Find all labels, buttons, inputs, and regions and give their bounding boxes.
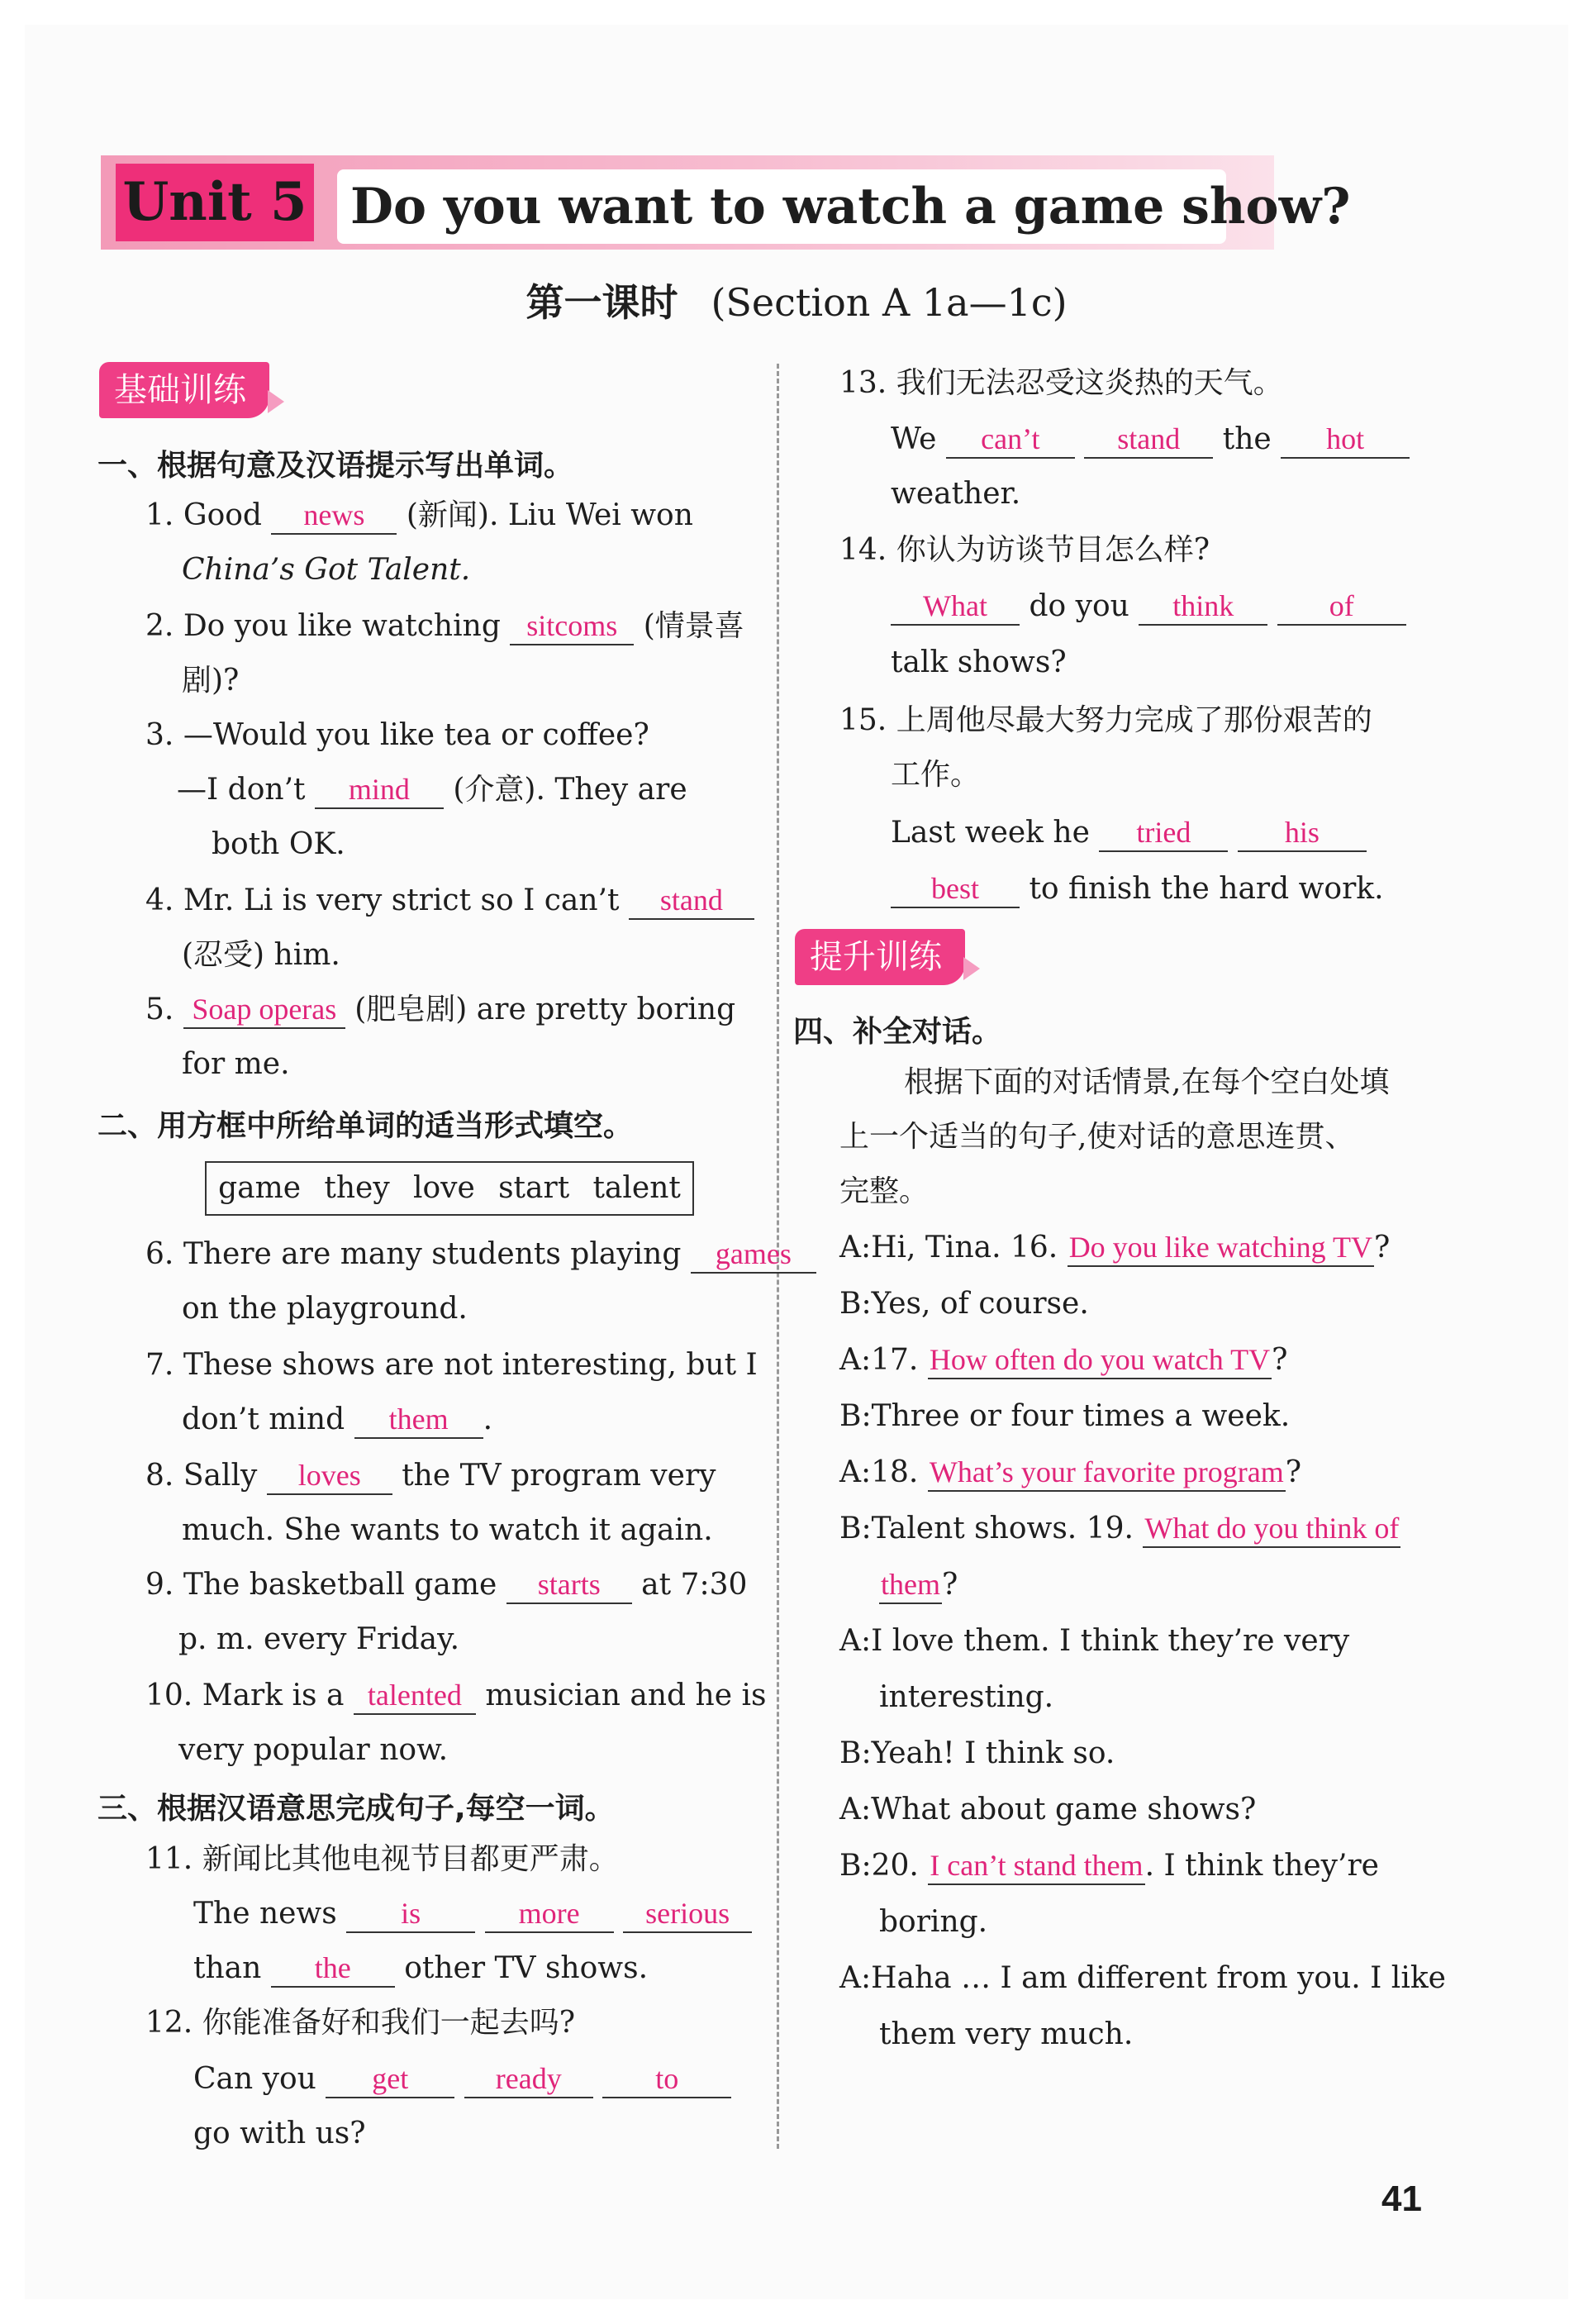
q3-text2: —I don’t	[177, 773, 306, 807]
dialogue-17-post: ?	[1272, 1343, 1288, 1377]
q2-answer: sitcoms	[510, 607, 634, 645]
q2-text: Do you like watching	[183, 609, 501, 643]
q9-text-post: at 7:30	[641, 1568, 748, 1602]
dialogue-20-cont: boring.	[879, 1905, 988, 1939]
unit-label: Unit 5	[116, 164, 314, 241]
q8-line	[145, 1456, 716, 1496]
q6-text: There are many students playing	[183, 1237, 682, 1271]
q12-answer-3: to	[602, 2060, 731, 2098]
dialogue-17-answer: How often do you watch TV	[928, 1341, 1272, 1379]
q11-answer-3: serious	[623, 1895, 752, 1933]
part4-heading: 四、补全对话。	[793, 1015, 1002, 1049]
dialogue-line-9: A:What about game shows?	[839, 1793, 1257, 1826]
q15-answer-1: tried	[1099, 814, 1228, 852]
q5-text-post: (肥皂剧) are pretty boring	[354, 993, 736, 1026]
dialogue-20-post: . I think they’re	[1144, 1849, 1379, 1883]
q1-answer: news	[271, 497, 397, 535]
part4-intro-1: 根据下面的对话情景,在每个空白处填	[904, 1065, 1390, 1099]
dialogue-19-post: ?	[941, 1568, 958, 1602]
q5-line	[145, 990, 735, 1030]
q3-line1	[145, 716, 649, 755]
q12-line	[193, 2060, 731, 2099]
q15-number: 15.	[839, 703, 887, 737]
q3-number: 3.	[145, 718, 174, 752]
q1-text: Good	[183, 498, 262, 532]
q15-answer-3: best	[891, 870, 1020, 908]
q2-cont: 剧)?	[182, 664, 240, 698]
q12-answer-2: ready	[464, 2060, 593, 2098]
q3-cont: both OK.	[212, 827, 345, 861]
word-box-item: love	[412, 1171, 475, 1205]
q7-line	[145, 1345, 758, 1385]
advanced-training-ribbon: 提升训练	[795, 929, 965, 985]
q12-cont: go with us?	[193, 2117, 366, 2150]
q5-cont: for me.	[182, 1047, 290, 1081]
q4-cont: (忍受) him.	[182, 938, 340, 972]
dialogue-19-text: B:Talent shows. 19.	[839, 1512, 1134, 1545]
word-box-item: start	[498, 1171, 570, 1205]
word-box-item: talent	[592, 1171, 681, 1205]
q3-answer: mind	[315, 771, 444, 809]
q13-cont: weather.	[891, 477, 1021, 511]
q11-number: 11.	[145, 1842, 193, 1876]
dialogue-line-2: B:Yes, of course.	[839, 1287, 1089, 1321]
q8-number: 8.	[145, 1459, 174, 1493]
q13-cn-text: 我们无法忍受这炎热的天气。	[896, 366, 1283, 400]
dialogue-18-post: ?	[1285, 1455, 1302, 1489]
q9-number: 9.	[145, 1568, 174, 1602]
dialogue-19-answer: What do you think of	[1143, 1510, 1400, 1548]
dialogue-line-7b: interesting.	[879, 1680, 1054, 1714]
q14-answer-1: What	[891, 588, 1020, 626]
q13-text-mid: the	[1222, 422, 1272, 456]
q7-cont-text: don’t mind	[182, 1402, 345, 1436]
dialogue-20-answer: I can’t stand them	[928, 1847, 1144, 1885]
q5-answer: Soap operas	[183, 991, 345, 1029]
dialogue-line-11b: them very much.	[879, 2017, 1134, 2051]
q4-text: Mr. Li is very strict so I can’t	[183, 883, 620, 917]
q14-cn-text: 你认为访谈节目怎么样?	[896, 533, 1210, 567]
q11-text-post: other TV shows.	[404, 1951, 649, 1985]
q13-number: 13.	[839, 366, 887, 400]
lesson-title	[0, 273, 1593, 327]
dialogue-19-answer-cont: them	[879, 1566, 942, 1604]
q7-number: 7.	[145, 1348, 174, 1382]
word-box-item: they	[324, 1171, 390, 1205]
q3-line2	[177, 770, 687, 810]
q8-text: Sally	[183, 1459, 258, 1493]
q11-cn-text: 新闻比其他电视节目都更严肃。	[202, 1842, 619, 1876]
dialogue-line-8: B:Yeah! I think so.	[839, 1736, 1115, 1770]
q13-answer-3: hot	[1281, 421, 1410, 459]
q1-text-post: (新闻). Liu Wei won	[406, 498, 693, 532]
q7-text: These shows are not interesting, but I	[183, 1348, 758, 1382]
q6-number: 6.	[145, 1237, 174, 1271]
q1-number: 1.	[145, 498, 174, 532]
q11-text: The news	[193, 1897, 337, 1931]
dialogue-16-post: ?	[1373, 1231, 1391, 1264]
q10-text: Mark is a	[202, 1679, 345, 1712]
q11-text2: than	[193, 1951, 262, 1985]
q6-line	[145, 1235, 816, 1274]
dialogue-18-answer: What’s your favorite program	[928, 1454, 1286, 1492]
q2-line	[145, 607, 744, 646]
dialogue-line-4: B:Three or four times a week.	[839, 1399, 1291, 1433]
q1-cont: China’s Got Talent.	[182, 553, 471, 587]
q6-answer: games	[691, 1236, 816, 1274]
part4-intro-2: 上一个适当的句子,使对话的意思连贯、	[839, 1120, 1355, 1154]
dialogue-18	[839, 1453, 1301, 1493]
q9-cont: p. m. every Friday.	[178, 1622, 460, 1656]
lesson-cn: 第一课时	[525, 280, 678, 325]
q6-cont: on the playground.	[182, 1292, 468, 1326]
dialogue-19	[839, 1509, 1400, 1549]
q13-answer-2: stand	[1084, 421, 1213, 459]
q7-period: .	[483, 1402, 493, 1436]
q2-text-post: (情景喜	[643, 609, 744, 643]
q14-text-mid: do you	[1029, 589, 1129, 623]
q13-line	[891, 420, 1410, 460]
q13-cn	[839, 364, 1283, 403]
dialogue-18-text: A:18.	[839, 1455, 919, 1489]
q10-number: 10.	[145, 1679, 193, 1712]
q10-line	[145, 1676, 766, 1716]
q13-text: We	[891, 422, 937, 456]
basic-training-ribbon: 基础训练	[99, 362, 269, 418]
q2-number: 2.	[145, 609, 174, 643]
dialogue-16	[839, 1228, 1390, 1268]
dialogue-20-text: B:20.	[839, 1849, 919, 1883]
q8-answer: loves	[267, 1457, 392, 1495]
q8-text-post: the TV program very	[402, 1459, 716, 1493]
q15-text-post: to finish the hard work.	[1029, 872, 1384, 906]
q12-text: Can you	[193, 2062, 316, 2096]
q9-line	[145, 1565, 747, 1605]
q14-number: 14.	[839, 533, 887, 567]
q3-text1: —Would you like tea or coffee?	[183, 718, 649, 752]
q11-answer-4: the	[271, 1950, 395, 1988]
dialogue-17-text: A:17.	[839, 1343, 919, 1377]
q11-cn	[145, 1840, 619, 1879]
q12-answer-1: get	[326, 2060, 454, 2098]
q11-line	[193, 1894, 752, 1934]
q14-cn	[839, 531, 1210, 570]
q14-answer-3: of	[1277, 588, 1406, 626]
q4-answer: stand	[629, 882, 754, 920]
q12-cn-text: 你能准备好和我们一起去吗?	[202, 2006, 576, 2040]
q9-text: The basketball game	[183, 1568, 497, 1602]
part1-heading: 一、根据句意及汉语提示写出单词。	[97, 449, 574, 483]
q4-line	[145, 881, 754, 921]
q15-cn-cont: 工作。	[891, 758, 981, 792]
q14-answer-2: think	[1139, 588, 1267, 626]
part2-heading: 二、用方框中所给单词的适当形式填空。	[97, 1109, 634, 1143]
q15-text: Last week he	[891, 816, 1090, 850]
word-box-item: game	[218, 1171, 302, 1205]
q5-number: 5.	[145, 993, 174, 1026]
dialogue-19-cont	[879, 1565, 958, 1605]
q15-cn	[839, 701, 1372, 741]
unit-title: Do you want to watch a game show?	[337, 169, 1226, 244]
part3-heading: 三、根据汉语意思完成句子,每空一词。	[97, 1792, 615, 1826]
q10-text-post: musician and he is	[485, 1679, 767, 1712]
dialogue-17	[839, 1341, 1287, 1380]
q15-cn-text: 上周他尽最大努力完成了那份艰苦的	[896, 703, 1372, 737]
page-number: 41	[1381, 2179, 1422, 2219]
q11-answer-1: is	[346, 1895, 475, 1933]
dialogue-16-answer: Do you like watching TV	[1068, 1229, 1374, 1267]
q15-answer-2: his	[1238, 814, 1367, 852]
q12-cn	[145, 2003, 575, 2043]
q14-line	[891, 587, 1406, 626]
q1-line	[145, 496, 693, 536]
lesson-en: (Section A 1a—1c)	[711, 280, 1068, 325]
q7-answer: them	[354, 1401, 483, 1439]
q12-number: 12.	[145, 2006, 193, 2040]
q13-answer-1: can’t	[946, 421, 1075, 459]
dialogue-16-text: A:Hi, Tina. 16.	[839, 1231, 1058, 1264]
q7-cont	[182, 1400, 492, 1440]
q14-cont: talk shows?	[891, 645, 1067, 679]
part4-intro-3: 完整。	[839, 1174, 930, 1208]
q9-answer: starts	[506, 1566, 632, 1604]
q15-line	[891, 813, 1367, 853]
dialogue-line-11: A:Haha … I am different from you. I like	[839, 1961, 1446, 1995]
q10-cont: very popular now.	[178, 1733, 449, 1767]
q8-cont: much. She wants to watch it again.	[182, 1513, 713, 1547]
q4-number: 4.	[145, 883, 174, 917]
q3-text-post: (介意). They are	[453, 773, 687, 807]
dialogue-line-7: A:I love them. I think they’re very	[839, 1624, 1350, 1658]
dialogue-20	[839, 1846, 1379, 1886]
q11-line2	[193, 1949, 648, 1988]
q11-answer-2: more	[485, 1895, 614, 1933]
word-box	[205, 1161, 694, 1216]
q15-line2	[891, 869, 1384, 909]
q10-answer: talented	[354, 1677, 476, 1715]
